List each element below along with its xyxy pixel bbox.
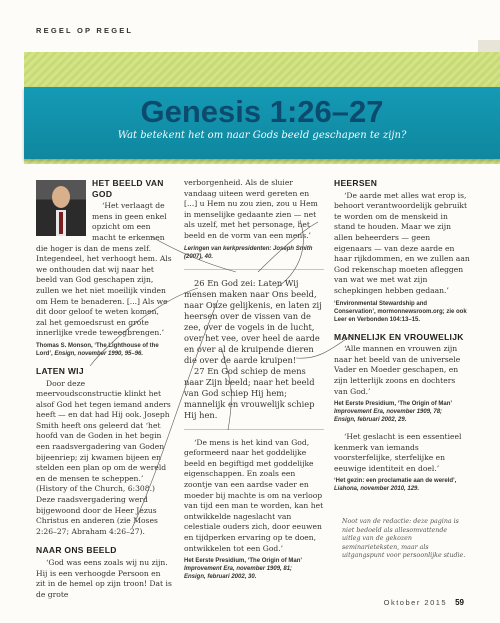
page-footer [384,598,464,607]
quote-monson: ‘Het verlaagt de mens in geen enkel opzicht om een macht te erkennen die hoger is dan de mens zelf. Integendeel, het verhoogt hem. Als we onthouden dat wij naar het beeld van God geschapen zijn, zullen we het niet moeilijk vinden om Hem te benaderen. [...] Als we dit door geloof te weten komen, zal het gemoedsrust en grote innerlijke vrede teweegbrengen.’ [36,201,172,338]
issue-date: Oktober 2015 [383,598,448,607]
heading-image-of-god: HET BEELD VAN GOD [92,178,164,199]
arrow-let-us [90,288,198,366]
editor-note: Noot van de redactie: deze pagina is niet bedoeld als allesomvattende uitleg van de gekozen seminarieteksten, maar als uitgangspunt voor persoonlijke studie. [342,518,466,560]
heading-male-female: MANNELIJK EN VROUWELIJK [334,331,464,342]
page-number: 59 [455,598,464,607]
heading-let-us: LATEN WIJ [36,365,84,376]
page-title: Genesis 1:26–27 [140,94,384,129]
arrow-his-image [222,350,231,430]
arrow-dominion [276,220,303,288]
arrow-image-of-god [150,236,236,272]
quote-joseph-smith-cont: verborgenheid. Als de sluier vandaag uiteen werd gereten en [...] u Hem nu zou zien, zou u Hem in menselijke gedaante zien — net als uzelf, met het personage, het beeld en de vorm van een mens.’ [184,178,318,240]
citation-proclamation: ‘Het gezin: een proclamatie aan de wereld’, Liahona, november 2010, 129. [334,478,457,493]
citation-origin-of-man: Het Eerste Presidium, ‘The Origin of Man’ Improvement Era, november 1909, 81; Ensign, februari 2002, 30. [184,558,303,581]
column-kicker: REGEL OP REGEL [36,26,134,35]
heading-our-image: NAAR ONS BEELD [36,545,117,556]
citation-joseph-smith: Leringen van kerkpresidenten: Joseph Smith (2007), 40. [184,245,313,260]
quote-stewardship: ‘De aarde met alles wat erop is, behoort verantwoordelijk gebruikt te worden om de menskeid in stand te houden. Maar we zijn allen beheerders — geen eigenaars — van deze aarde en haar rijkdommen, en we zullen aan God rekenschap moeten afleggen van wat we met wat zijn schepkingen hebben gedaan.’ [334,190,470,295]
citation-monson: Thomas S. Monson, ‘The Lighthouse of the Lord’, Ensign, november 1990, 95–96. [36,342,159,357]
arrow-our-likeness [258,222,318,272]
text-let-us: Door deze meervoudsconstructie klinkt het alsof God het tegen iemand anders heeft — en dat had Hij ook. Joseph Smith heeft ons geleerd dat ‘het hoofd van de Goden in het begin een raadsvergadering van Goden bijeenriep; zij kwamen bijeen en stelden een plan op om de wereld en de mensen te scheppen.’ (History of the Church, 6:308.) Deze raadsvergadering werd bijgewoond door de Heer Jezus Christus en anderen (zie Moses 2:26–27; Abraham 4:26–27). [36,378,171,536]
arrow-male-female [296,335,352,358]
scripture-verse-27: 27 En God schiep de mens naar Zijn beeld; naar het beeld van God schiep Hij hem; mannelijk en vrouwelijk schiep Hij hen. [184,365,315,420]
quote-men-women: ‘Alle mannen en vrouwen zijn naar het beeld van de universele Vader en Moeder geschapen, en zijn letterlijk zoons en dochters van God.’ [334,344,461,396]
quote-origin-of-man: ‘De mens is het kind van God, geformeerd naar het goddelijke beeld en begiftigd met goddelijke eigenschappen. En zoals een zoontje van een aardse vader en moeder bij machte is om na verloop van tijd een man te worden, kan het ontwikkelde nageslacht van celestiale ouders zich, door eeuwen en tijdperken ervaring op te doen, ontwikkelen tot een God.’ [184,437,324,553]
heading-dominion: HEERSEN [334,178,378,188]
page-subtitle: Wat betekent het om naar Gods beeld geschapen te zijn? [117,130,407,141]
citation-men-women: Het Eerste Presidium, ‘The Origin of Man’ Improvement Era, november 1909, 78; Ensign, februari 2002, 29. [334,401,453,424]
scripture-verse-26: 26 En God zei: Laten Wij mensen maken naar Ons beeld, naar Onze gelijkenis, en laten zij heersen over de vissen van de zee, over de vogels in de lucht, over het vee, over heel de aarde en over al de kruipende dieren die over de aarde kruipen! [184,277,322,365]
arrow-our-image [132,300,218,528]
quote-gender: ‘Het geslacht is een essentieel kenmerk van iemands voorsterfelijke, sterfelijke en eeuwige identiteit en doel.’ [334,432,462,473]
citation-stewardship: ‘Environmental Stewardship and Conservation’, mormonnewsroom.org; zie ook Leer en Verbonden 104:13–15. [334,300,467,323]
quote-joseph-smith: ‘God was eens zoals wij nu zijn. Hij is een verhoogde Persoon en zit in de hemel op zijn troon! Dat is de grote [36,558,172,599]
